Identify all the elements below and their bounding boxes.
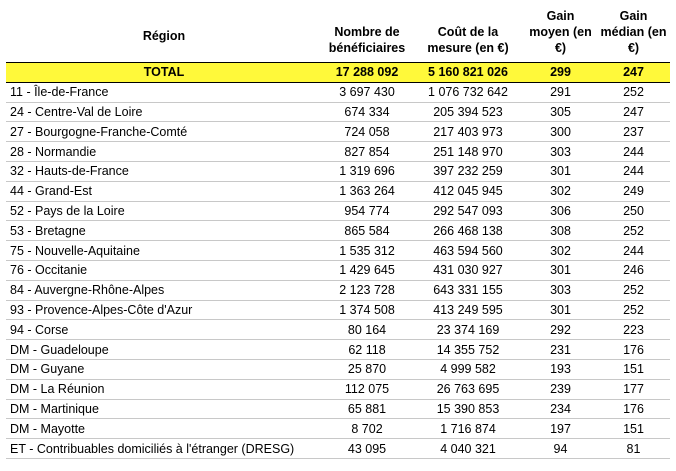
cell-cout: 431 030 927: [412, 260, 524, 280]
cell-region: 44 - Grand-Est: [6, 181, 322, 201]
total-gain-median: 247: [597, 63, 670, 83]
cell-cout: 292 547 093: [412, 201, 524, 221]
cell-beneficiaires: 80 164: [322, 320, 412, 340]
cell-gain-moyen: 239: [524, 379, 597, 399]
cell-gain-median: 176: [597, 399, 670, 419]
cell-gain-moyen: 94: [524, 439, 597, 459]
cell-gain-moyen: 193: [524, 359, 597, 379]
cell-gain-median: 252: [597, 280, 670, 300]
cell-region: DM - Mayotte: [6, 419, 322, 439]
cell-gain-median: 151: [597, 419, 670, 439]
cell-gain-moyen: 306: [524, 201, 597, 221]
cell-gain-median: 151: [597, 359, 670, 379]
table-row: [6, 320, 670, 340]
header-row: [6, 6, 670, 63]
cell-gain-median: 244: [597, 161, 670, 181]
cell-beneficiaires: 1 374 508: [322, 300, 412, 320]
cell-region: 52 - Pays de la Loire: [6, 201, 322, 221]
header-beneficiaires: Nombre de bénéficiaires: [322, 6, 412, 63]
cell-region: 28 - Normandie: [6, 142, 322, 162]
cell-cout: 251 148 970: [412, 142, 524, 162]
table-row: [6, 201, 670, 221]
cell-region: 27 - Bourgogne-Franche-Comté: [6, 122, 322, 142]
table-row: [6, 102, 670, 122]
cell-gain-median: 81: [597, 439, 670, 459]
cell-beneficiaires: 1 319 696: [322, 161, 412, 181]
table-row: [6, 260, 670, 280]
cell-cout: 266 468 138: [412, 221, 524, 241]
table-body: [6, 63, 670, 459]
total-gain-moyen: 299: [524, 63, 597, 83]
cell-region: 76 - Occitanie: [6, 260, 322, 280]
table-row: [6, 181, 670, 201]
table-row: [6, 419, 670, 439]
cell-region: DM - Martinique: [6, 399, 322, 419]
cell-cout: 4 040 321: [412, 439, 524, 459]
cell-gain-moyen: 301: [524, 300, 597, 320]
cell-gain-moyen: 302: [524, 241, 597, 261]
cell-region: DM - Guadeloupe: [6, 340, 322, 360]
cell-gain-moyen: 292: [524, 320, 597, 340]
table-row: [6, 399, 670, 419]
cell-beneficiaires: 827 854: [322, 142, 412, 162]
header-gain-median: Gain médian (en €): [597, 6, 670, 63]
cell-beneficiaires: 674 334: [322, 102, 412, 122]
total-row: [6, 63, 670, 83]
cell-beneficiaires: 25 870: [322, 359, 412, 379]
cell-region: 11 - Île-de-France: [6, 82, 322, 102]
cell-region: 94 - Corse: [6, 320, 322, 340]
cell-region: 32 - Hauts-de-France: [6, 161, 322, 181]
cell-cout: 14 355 752: [412, 340, 524, 360]
table-row: [6, 359, 670, 379]
cell-gain-moyen: 234: [524, 399, 597, 419]
total-label: TOTAL: [6, 63, 322, 83]
cell-beneficiaires: 1 363 264: [322, 181, 412, 201]
cell-beneficiaires: 865 584: [322, 221, 412, 241]
cell-cout: 412 045 945: [412, 181, 524, 201]
table-row: [6, 221, 670, 241]
cell-region: DM - La Réunion: [6, 379, 322, 399]
cell-beneficiaires: 62 118: [322, 340, 412, 360]
header-gain-moyen: Gain moyen (en €): [524, 6, 597, 63]
cell-gain-median: 252: [597, 82, 670, 102]
cell-gain-median: 247: [597, 102, 670, 122]
cell-gain-moyen: 197: [524, 419, 597, 439]
cell-cout: 413 249 595: [412, 300, 524, 320]
cell-gain-median: 252: [597, 221, 670, 241]
cell-gain-moyen: 301: [524, 161, 597, 181]
cell-region: ET - Contribuables domiciliés à l'étranger (DRESG): [6, 439, 322, 459]
cell-beneficiaires: 112 075: [322, 379, 412, 399]
cell-beneficiaires: 1 535 312: [322, 241, 412, 261]
cell-gain-median: 246: [597, 260, 670, 280]
cell-gain-median: 252: [597, 300, 670, 320]
cell-cout: 15 390 853: [412, 399, 524, 419]
cell-beneficiaires: 3 697 430: [322, 82, 412, 102]
cell-region: 93 - Provence-Alpes-Côte d'Azur: [6, 300, 322, 320]
table-row: [6, 379, 670, 399]
cell-region: DM - Guyane: [6, 359, 322, 379]
cell-region: 53 - Bretagne: [6, 221, 322, 241]
table-row: [6, 280, 670, 300]
cell-gain-median: 244: [597, 142, 670, 162]
cell-beneficiaires: 1 429 645: [322, 260, 412, 280]
region-table-container: [6, 6, 670, 459]
cell-gain-moyen: 303: [524, 280, 597, 300]
cell-cout: 205 394 523: [412, 102, 524, 122]
cell-cout: 397 232 259: [412, 161, 524, 181]
cell-gain-median: 249: [597, 181, 670, 201]
cell-beneficiaires: 954 774: [322, 201, 412, 221]
cell-cout: 463 594 560: [412, 241, 524, 261]
header-cout: Coût de la mesure (en €): [412, 6, 524, 63]
region-table: [6, 6, 670, 459]
table-row: [6, 82, 670, 102]
total-cout: 5 160 821 026: [412, 63, 524, 83]
cell-region: 84 - Auvergne-Rhône-Alpes: [6, 280, 322, 300]
cell-gain-median: 250: [597, 201, 670, 221]
total-beneficiaires: 17 288 092: [322, 63, 412, 83]
cell-gain-moyen: 302: [524, 181, 597, 201]
cell-gain-median: 223: [597, 320, 670, 340]
cell-gain-moyen: 291: [524, 82, 597, 102]
cell-gain-moyen: 303: [524, 142, 597, 162]
table-row: [6, 241, 670, 261]
cell-cout: 1 716 874: [412, 419, 524, 439]
cell-cout: 217 403 973: [412, 122, 524, 142]
cell-gain-median: 176: [597, 340, 670, 360]
table-row: [6, 122, 670, 142]
header-region: Région: [6, 6, 322, 63]
table-row: [6, 300, 670, 320]
table-header: [6, 6, 670, 63]
cell-beneficiaires: 2 123 728: [322, 280, 412, 300]
cell-gain-median: 244: [597, 241, 670, 261]
cell-gain-moyen: 305: [524, 102, 597, 122]
cell-cout: 1 076 732 642: [412, 82, 524, 102]
cell-gain-median: 237: [597, 122, 670, 142]
cell-gain-moyen: 308: [524, 221, 597, 241]
cell-cout: 4 999 582: [412, 359, 524, 379]
cell-gain-moyen: 301: [524, 260, 597, 280]
table-row: [6, 439, 670, 459]
table-row: [6, 142, 670, 162]
cell-beneficiaires: 65 881: [322, 399, 412, 419]
cell-cout: 26 763 695: [412, 379, 524, 399]
cell-beneficiaires: 43 095: [322, 439, 412, 459]
cell-cout: 23 374 169: [412, 320, 524, 340]
cell-gain-moyen: 231: [524, 340, 597, 360]
cell-gain-moyen: 300: [524, 122, 597, 142]
cell-gain-median: 177: [597, 379, 670, 399]
table-row: [6, 340, 670, 360]
cell-beneficiaires: 724 058: [322, 122, 412, 142]
cell-cout: 643 331 155: [412, 280, 524, 300]
cell-beneficiaires: 8 702: [322, 419, 412, 439]
cell-region: 24 - Centre-Val de Loire: [6, 102, 322, 122]
table-row: [6, 161, 670, 181]
cell-region: 75 - Nouvelle-Aquitaine: [6, 241, 322, 261]
